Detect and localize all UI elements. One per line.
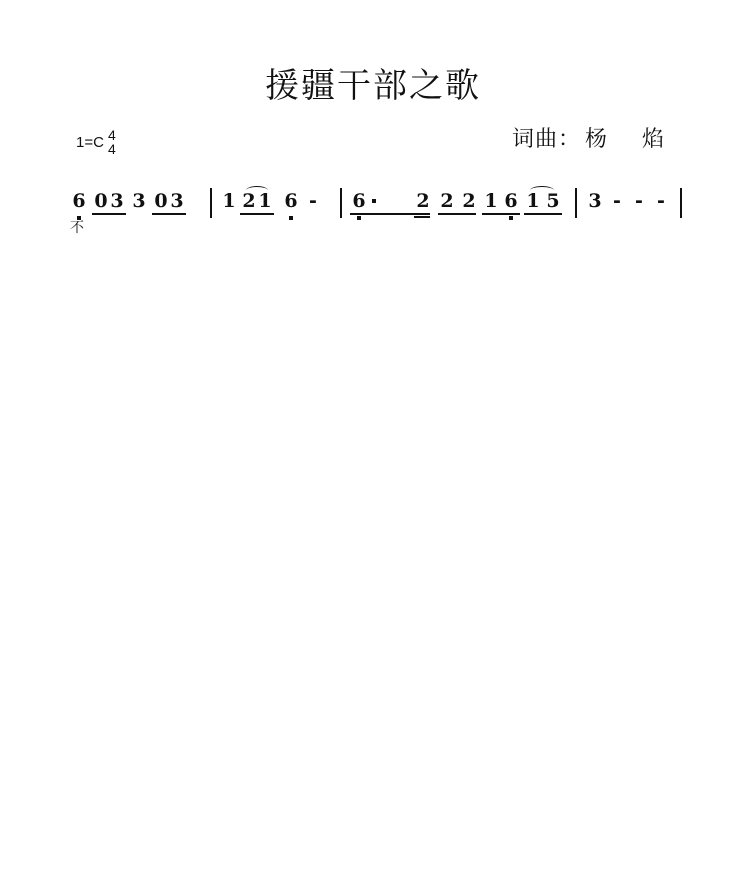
system-1 bbox=[70, 186, 682, 286]
notes-row: 6 0 3 3 0 3 1 2 1 6 - 6 2 2 2 1 6 1 5 3 - - - bbox=[70, 186, 682, 226]
song-title: 援疆干部之歌 bbox=[265, 66, 481, 106]
key-signature bbox=[76, 128, 116, 156]
credit bbox=[512, 122, 678, 153]
credit-name: 杨 焰 bbox=[585, 127, 679, 152]
lyric-verse-1: 不 bbox=[70, 220, 84, 236]
time-signature bbox=[108, 128, 116, 156]
key-label: 1=C bbox=[76, 133, 104, 151]
time-top: 4 bbox=[107, 127, 116, 143]
time-bottom: 4 bbox=[107, 141, 116, 157]
credit-label: 词曲： bbox=[512, 127, 582, 152]
